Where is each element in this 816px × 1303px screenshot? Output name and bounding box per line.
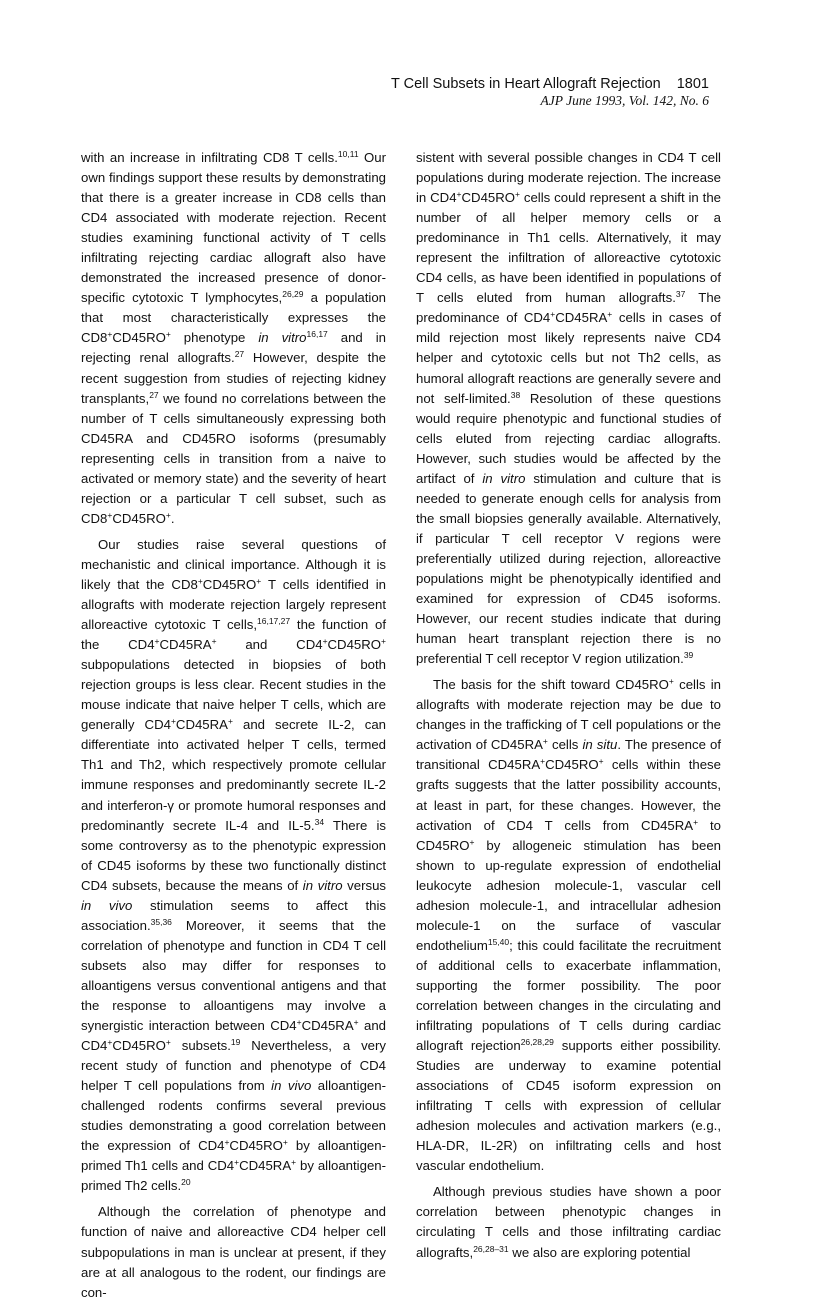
- superscript: +: [693, 816, 699, 827]
- text-span: Although the correlation of phenotype and function of naive and alloreactive CD4 helper cell subpopulations in man is unclear at present, if they are at all analogous to the rodent, our findings are con-: [81, 1204, 386, 1300]
- text-span: subsets.: [170, 1038, 231, 1054]
- reference: 37: [675, 289, 686, 300]
- text-span: subpopulations detected in biopsies of both rejection groups is less clear. Recent studies in the mouse indicate that naive helper T cells, which are generally CD4: [81, 657, 386, 733]
- reference: 16,17: [306, 329, 328, 340]
- text-span: However, despite the recent suggestion from studies of rejecting kidney transplants,: [81, 350, 386, 406]
- text-span: by alloantigen-primed Th2 cells.: [81, 1158, 386, 1194]
- text-span: CD45RO: [229, 1138, 283, 1154]
- text-span: Our studies raise several questions of mechanistic and clinical importance. Although it is likely that the CD8: [81, 536, 386, 592]
- text-span: and in rejecting renal allografts.: [81, 330, 386, 366]
- right-paragraph-3: [416, 1182, 721, 1262]
- text-span: CD45RA: [159, 637, 212, 653]
- reference: 27: [234, 349, 245, 360]
- superscript: +: [456, 189, 462, 200]
- text-span: CD45RO: [461, 190, 516, 206]
- superscript: +: [353, 1017, 359, 1028]
- text-span: CD45RO: [202, 576, 257, 592]
- reference: 34: [314, 816, 325, 827]
- reference: 39: [683, 650, 694, 661]
- journal-citation: AJP June 1993, Vol. 142, No. 6: [540, 93, 709, 108]
- running-header: [391, 76, 709, 109]
- superscript: +: [296, 1017, 302, 1028]
- superscript: +: [550, 309, 556, 320]
- text-span: and CD4: [216, 637, 323, 653]
- reference: 16,17,27: [257, 616, 291, 627]
- superscript: +: [197, 575, 203, 586]
- text-span: cells could represent a shift in the number of all helper memory cells or a predominance in Th1 cells. Alternatively, it may represent the infiltration of alloreactive cytotoxic CD4 cells, as have been identified in populations of T cells eluted from human allografts.: [416, 190, 721, 306]
- reference: 19: [230, 1037, 241, 1048]
- text-span: Nevertheless, a very recent study of function and phenotype of CD4 helper T cell populations from: [81, 1038, 386, 1094]
- superscript: +: [515, 189, 520, 200]
- text-span: and CD4: [81, 1018, 387, 1054]
- superscript: +: [165, 509, 171, 520]
- text-span: T cells identified in allografts with moderate rejection largely represent alloreactive cytotoxic T cells,: [81, 576, 387, 633]
- left-paragraph-2: [81, 535, 386, 1197]
- running-title: T Cell Subsets in Heart Allograft Rejection: [391, 76, 661, 92]
- text-span: CD45RA: [175, 717, 228, 733]
- superscript: +: [107, 509, 113, 520]
- italic-text: in vitro: [482, 470, 526, 486]
- italic-text: in vitro: [302, 877, 343, 893]
- reference: 27: [149, 389, 159, 400]
- superscript: +: [607, 309, 613, 320]
- superscript: +: [170, 716, 176, 727]
- text-span: CD45RO: [112, 1038, 166, 1054]
- superscript: +: [165, 1037, 171, 1048]
- superscript: +: [542, 736, 548, 747]
- text-span: cells: [547, 737, 583, 753]
- text-span: with an increase in infiltrating CD8 T cells.: [81, 150, 338, 165]
- text-span: . The presence of transitional CD45RA: [416, 737, 721, 773]
- left-paragraph-1: [81, 148, 386, 529]
- text-span: cells within these grafts suggests that the latter possibility accounts, at least in part, for these changes. However, the activation of CD4 T cells from CD45RA: [416, 757, 721, 833]
- text-span: supports either possibility. Studies are underway to examine potential associations of CD45 isoform expression on infiltrating T cells with expression of cellular adhesion molecules and activation markers (e.g., HLA-DR, IL-2R) on infiltrating cells and host vascular endothelium.: [416, 1038, 721, 1174]
- superscript: +: [598, 756, 604, 767]
- right-paragraph-1: [416, 148, 721, 669]
- superscript: +: [381, 636, 386, 647]
- reference: 10,11: [337, 149, 359, 159]
- page-number: 1801: [676, 76, 709, 92]
- superscript: +: [256, 575, 262, 586]
- italic-text: in vivo: [271, 1078, 312, 1094]
- text-span: cells in cases of mild rejection most likely represents naive CD4 helper and cytotoxic cells but not Th2 cells, as humoral allograft reactions are generally severe and not self-limited.: [416, 310, 721, 406]
- superscript: +: [165, 329, 171, 340]
- text-span: phenotype: [170, 330, 259, 346]
- superscript: +: [540, 756, 546, 767]
- text-span: sistent with several possible changes in CD4 T cell populations during moderate rejection. The increase in CD4: [416, 150, 721, 206]
- text-span: to CD45RO: [416, 817, 721, 853]
- italic-text: in vitro: [258, 330, 307, 346]
- text-span: Resolution of these questions would require phenotypic and functional studies of cells eluted from rejecting cardiac allografts. However, such studies would be affected by the artifact of: [416, 390, 721, 486]
- text-span: CD45RO: [112, 510, 166, 526]
- text-span: Our own findings support these results by demonstrating that there is a greater increase in CD8 cells than CD4 associated with moderate rejection. Recent studies examining functional activity of T cells infiltrating rejecting cardiac allograft also have demonstrated the increased presence of donor-specific cytotoxic T lymphocytes,: [81, 150, 386, 306]
- superscript: +: [469, 836, 475, 847]
- superscript: +: [322, 636, 328, 647]
- text-span: CD45RO: [327, 637, 382, 653]
- superscript: +: [668, 676, 674, 687]
- text-span: CD45RO: [545, 757, 599, 773]
- superscript: +: [211, 636, 217, 647]
- text-span: The basis for the shift toward CD45RO: [433, 677, 669, 693]
- text-span: stimulation seems to affect this association.: [81, 897, 386, 933]
- reference: 26,29: [282, 289, 304, 300]
- text-span: by alloantigen-primed Th1 cells and CD4: [81, 1138, 386, 1174]
- reference: 20: [181, 1177, 191, 1188]
- text-span: versus: [342, 877, 386, 893]
- superscript: +: [227, 716, 233, 727]
- italic-text: in situ: [582, 737, 618, 753]
- text-span: by allogeneic stimulation has been shown to up-regulate expression of endothelial leukocyte adhesion molecule-1, vascular cell adhesion molecule-1, and intracellular adhesion molecule-1 on the surface of vascular endothelium: [416, 837, 721, 953]
- text-span: Moreover, it seems that the correlation of phenotype and function in CD4 T cell subsets also may differ for responses to alloantigens versus conventional antigens and that the response to alloantigens may involve a synergistic interaction between CD4: [81, 917, 386, 1034]
- text-span: we also are exploring potential: [508, 1244, 691, 1260]
- italic-text: in vivo: [81, 897, 133, 913]
- text-span: Although previous studies have shown a poor correlation between phenotypic changes in circulating T cells and those infiltrating cardiac allografts,: [416, 1184, 721, 1260]
- text-span: CD45RA: [239, 1158, 292, 1174]
- text-span: and secrete IL-2, can differentiate into activated helper T cells, termed Th1 and Th2, which respectively promote cellular immune responses and predominantly secrete IL-2 and interferon-γ or promote humoral responses and predominantly secrete IL-4 and IL-5.: [81, 717, 387, 833]
- text-span: ; this could facilitate the recruitment of additional cells to exacerbate inflammation, supporting the former possibility. The poor correlation between changes in the circulating and infiltrating populations of T cells during cardiac allograft rejection: [416, 937, 721, 1054]
- text-span: There is some controversy as to the phenotypic expression of CD45 isoforms by these two functionally distinct CD4 subsets, because the means of: [81, 817, 386, 893]
- reference: 35,36: [150, 916, 172, 927]
- text-span: The predominance of CD4: [416, 290, 721, 326]
- text-span: stimulation and culture that is needed to generate enough cells for analysis from the small biopsies generally available. Alternatively, if particular T cell receptor V regions were preferentially utilized during rejection, alloreactive populations might be phenotypically identified and examined for expression of CD45 isoforms. However, our recent studies indicate that during human heart transplant rejection there is no preferential T cell receptor V region utilization.: [416, 470, 722, 667]
- reference: 38: [510, 389, 521, 400]
- right-column: [416, 148, 721, 1263]
- superscript: +: [107, 1037, 113, 1048]
- text-span: alloantigen-challenged rodents confirms several previous studies demonstrating a good correlation between the expression of CD4: [81, 1078, 386, 1154]
- superscript: +: [282, 1137, 288, 1148]
- text-span: a population that most characteristically expresses the CD8: [81, 290, 386, 346]
- text-span: CD45RA: [301, 1018, 354, 1034]
- reference: 26,28,29: [520, 1037, 554, 1048]
- superscript: +: [154, 636, 160, 647]
- text-span: CD45RO: [112, 330, 166, 346]
- superscript: +: [224, 1137, 230, 1148]
- left-column: [81, 148, 386, 1303]
- reference: 26,28–31: [473, 1243, 509, 1254]
- reference: 15,40: [487, 936, 510, 947]
- text-span: we found no correlations between the number of T cells simultaneously expressing both CD45RA and CD45RO isoforms (presumably representing cells in transition from a naive to activated or memory state) and the severity of heart rejection or a particular T cell subset, such as CD8: [81, 390, 386, 526]
- header-line: [391, 76, 709, 92]
- superscript: +: [291, 1157, 297, 1168]
- superscript: +: [234, 1157, 240, 1168]
- superscript: +: [107, 329, 113, 340]
- text-span: .: [170, 510, 175, 526]
- left-paragraph-3: [81, 1202, 386, 1302]
- text-span: cells in allografts with moderate rejection may be due to changes in the trafficking of T cell populations or the activation of CD45RA: [416, 677, 721, 753]
- text-span: CD45RA: [555, 310, 608, 326]
- right-paragraph-2: [416, 675, 721, 1176]
- text-span: the function of the CD4: [81, 617, 387, 653]
